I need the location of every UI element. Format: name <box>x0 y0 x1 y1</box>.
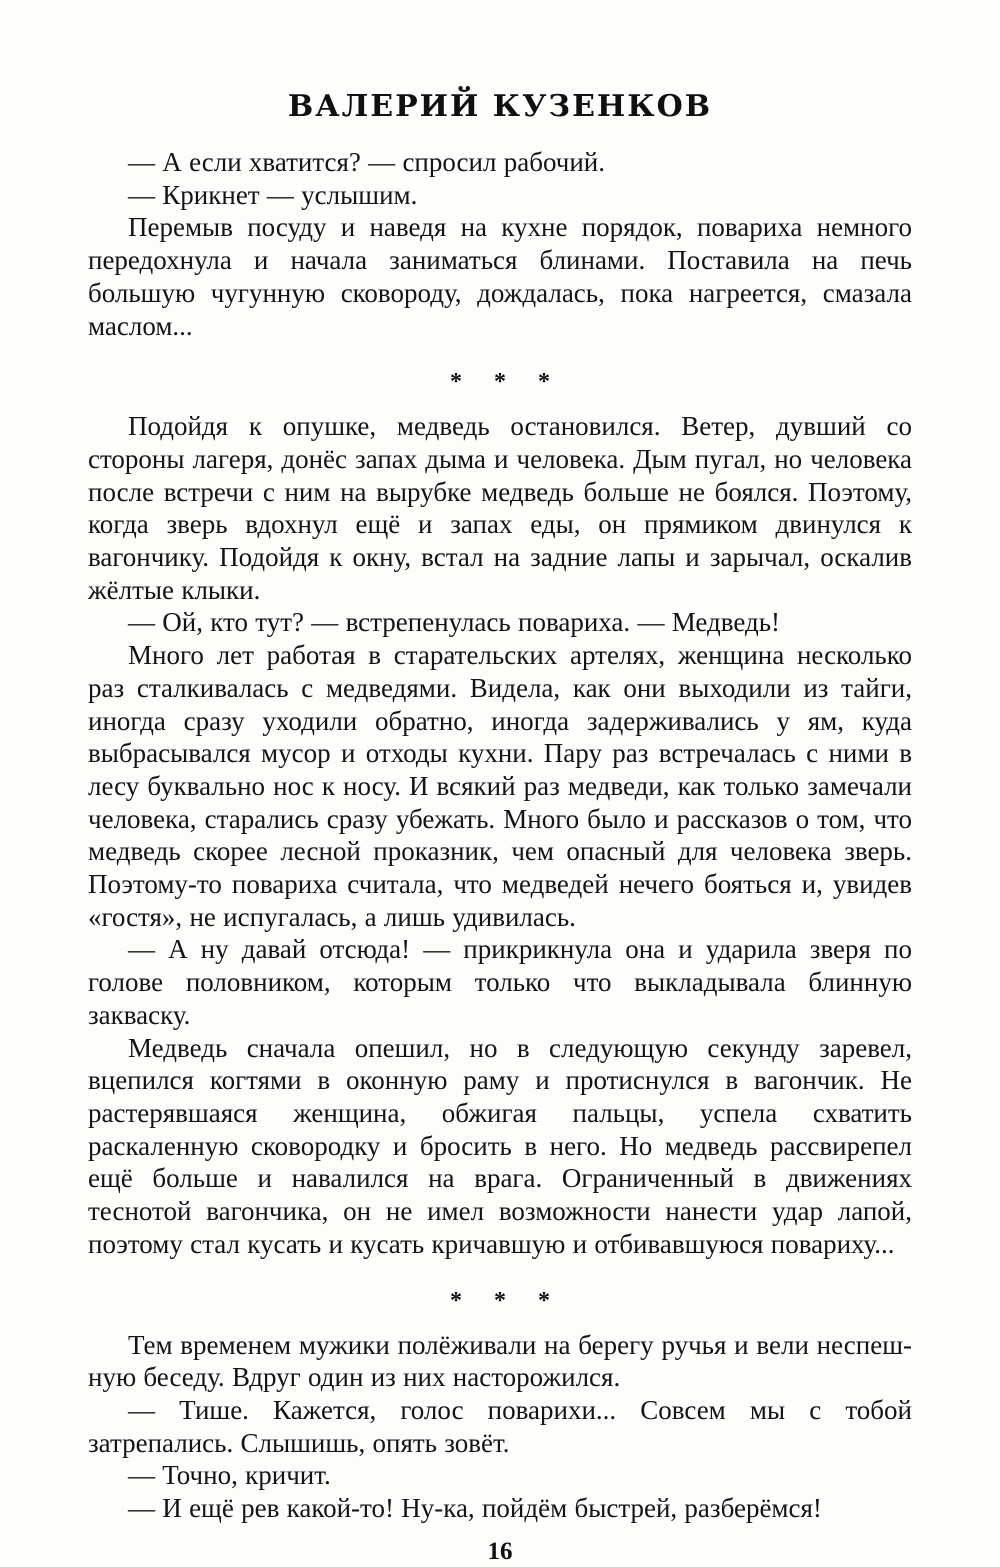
paragraph: Много лет работая в старательских артелях, женщина несколько раз сталкивалась с медведями. Видела, как они выходили из тайги, иногда сразу уходили обратно, иногда задерживались у ям, куда выбрасывался мусор и отходы кухни. Пару раз встречалась с ними в лесу буквально нос к носу. И всякий раз медведи, как только замечали человека, старались сразу убежать. Много было и рассказов о том, что медведь скорее лесной проказник, чем опасный для человека зверь. Поэтому-то повариха считала, что медведей нечего бояться и, увидев «гостя», не испугалась, а лишь удивилась. <box>88 640 912 932</box>
paragraph: — Точно, кричит. <box>128 1460 331 1491</box>
paragraph: Подойдя к опушке, медведь остановился. Ветер, дувший со стороны лагеря, донёс запах дыма и человека. Дым пугал, но человека после встречи с ним на вырубке медведь больше не боялся. Поэтому, когда зверь вдохнул ещё и запах еды, он прямиком двинулся к вагончику. Подойдя к окну, встал на задние лапы и зарычал, оскалив жёлтые клыки. <box>88 411 912 605</box>
paragraph: Тем временем мужики полёживали на берегу ручья и вели неспешную беседу. Вдруг один из них насторожился. <box>88 1329 912 1393</box>
section-separator: * * * <box>450 1287 563 1314</box>
paragraph: — А ну давай отсюда! — прикрикнула она и ударила зверя по голове половником, которым только что выкладывала блинную закваску. <box>88 934 912 1030</box>
paragraph: — И ещё рев какой-то! Ну-ка, пойдём быстрей, разберёмся! <box>128 1493 822 1524</box>
paragraph: Перемыв посуду и наведя на кухне порядок, повариха немного передохнула и начала заниматься блинами. Поставила на печь большую чугунную сковороду, дождалась, пока нагреется, смазала маслом... <box>88 212 912 341</box>
paragraph: — Тише. Кажется, голос поварихи... Совсем мы с тобой затрепались. Слышишь, опять зовёт. <box>88 1394 912 1458</box>
paragraph: — Ой, кто тут? — встрепенулась повариха. — Медведь! <box>128 607 781 638</box>
running-title: ВАЛЕРИЙ КУЗЕНКОВ <box>287 89 713 124</box>
page-number: 16 <box>487 1537 513 1565</box>
text-body <box>88 146 912 1525</box>
paragraph: — Крикнет — услышим. <box>128 179 418 210</box>
section-separator: * * * <box>450 369 563 396</box>
paragraph: — А если хватится? — спросил рабочий. <box>128 147 606 177</box>
paragraph: Медведь сначала опешил, но в следующую секунду заревел, вцепился когтями в оконную раму и протиснулся в вагончик. Не растерявшаяся женщина, обжигая пальцы, успела схватить раскаленную сковородку и бросить в него. Но медведь рассвирепел ещё больше и навалился на врага. Ограниченный в движениях теснотой вагончика, он не имел возможности нанести удар лапой, поэтому стал кусать и кусать кричавшую и отбивавшуюся повариху... <box>88 1032 912 1259</box>
